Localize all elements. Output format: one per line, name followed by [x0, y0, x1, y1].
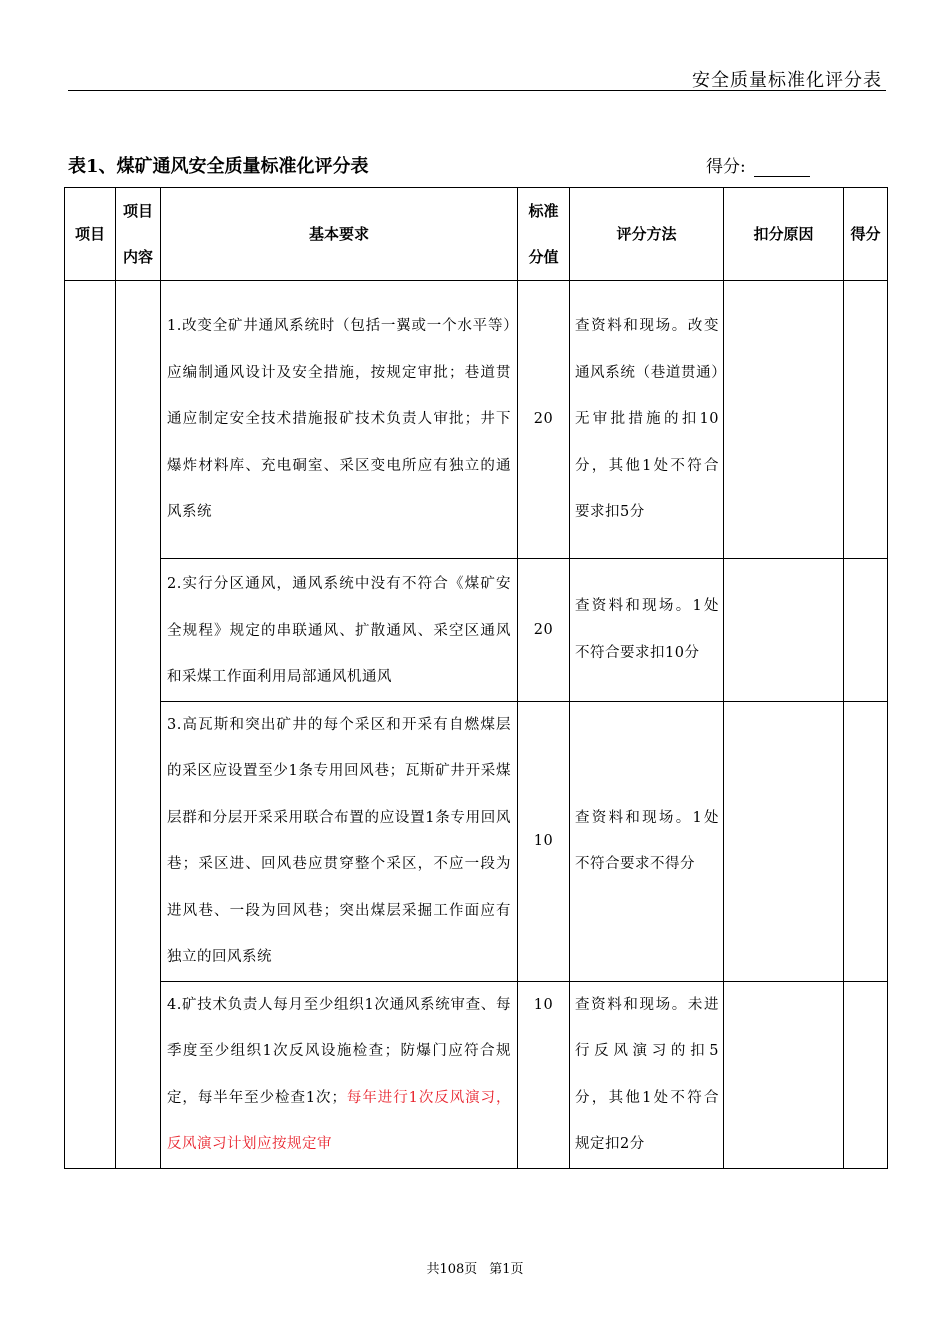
- item-content-cell: [116, 281, 161, 1169]
- method-cell: 查资料和现场。改变通风系统（巷道贯通）无审批措施的扣10分，其他1处不符合要求扣5分: [570, 281, 724, 559]
- requirement-text: 4.矿技术负责人每月至少组织1次通风系统审查、每季度至少组织1次反风设施检查；防爆门应符合规定，每半年至少检查1次；: [167, 996, 511, 1106]
- method-cell: 查资料和现场。未进行反风演习的扣5分，其他1处不符合规定扣2分: [570, 981, 724, 1168]
- score-cell: [844, 281, 888, 559]
- requirement-text-highlight: 每年进行1次反风演习，反风演习计划应按规定审: [167, 1089, 511, 1152]
- score-cell: [844, 701, 888, 981]
- col-header-content: [116, 188, 161, 281]
- col-header-method: 评分方法: [570, 188, 724, 281]
- requirement-cell: 1.改变全矿井通风系统时（包括一翼或一个水平等）应编制通风设计及安全措施，按规定审批；巷道贯通应制定安全技术措施报矿技术负责人审批；井下爆炸材料库、充电硐室、采区变电所应有独立的通风系统: [161, 281, 518, 559]
- score-label: 得分:: [706, 157, 746, 177]
- reason-cell: [724, 281, 844, 559]
- col-header-points-line2: 分值: [528, 247, 559, 266]
- col-header-score: 得分: [844, 188, 888, 281]
- total-score: [706, 152, 810, 177]
- item-cell: [65, 281, 116, 1169]
- col-header-points-line1: 标准: [528, 201, 559, 220]
- method-cell: 查资料和现场。1处不符合要求不得分: [570, 701, 724, 981]
- table-row: [65, 559, 888, 702]
- page-title: 表1、煤矿通风安全质量标准化评分表: [68, 156, 369, 177]
- table-row: [65, 701, 888, 981]
- points-cell: 20: [518, 559, 570, 702]
- col-header-requirement: 基本要求: [161, 188, 518, 281]
- reason-cell: [724, 559, 844, 702]
- running-header: 安全质量标准化评分表: [692, 70, 882, 91]
- col-header-content-line1: 项目: [122, 201, 153, 220]
- score-cell: [844, 981, 888, 1168]
- col-header-reason: 扣分原因: [724, 188, 844, 281]
- points-cell: 10: [518, 701, 570, 981]
- table-row: [65, 281, 888, 559]
- header-row: [65, 188, 888, 281]
- requirement-cell: [161, 981, 518, 1168]
- current-page: 第1页: [489, 1262, 524, 1277]
- col-header-item: 项目: [65, 188, 116, 281]
- requirement-cell: 3.高瓦斯和突出矿井的每个采区和开采有自燃煤层的采区应设置至少1条专用回风巷；瓦斯矿井开采煤层群和分层开采采用联合布置的应设置1条专用回风巷；采区进、回风巷应贯穿整个采区，不应一段为进风巷、一段为回风巷；突出煤层采掘工作面应有独立的回风系统: [161, 701, 518, 981]
- scoring-table: [64, 187, 888, 1169]
- points-cell: 20: [518, 281, 570, 559]
- reason-cell: [724, 701, 844, 981]
- requirement-cell: 2.实行分区通风，通风系统中没有不符合《煤矿安全规程》规定的串联通风、扩散通风、采空区通风和采煤工作面利用局部通风机通风: [161, 559, 518, 702]
- col-header-content-line2: 内容: [122, 247, 153, 266]
- score-blank: [754, 158, 810, 177]
- table-row: [65, 981, 888, 1168]
- total-pages: 共108页: [426, 1262, 478, 1277]
- reason-cell: [724, 981, 844, 1168]
- points-cell: 10: [518, 981, 570, 1168]
- score-cell: [844, 559, 888, 702]
- col-header-points: [518, 188, 570, 281]
- method-cell: 查资料和现场。1处不符合要求扣10分: [570, 559, 724, 702]
- header-rule: [68, 90, 886, 91]
- page-footer: [0, 1258, 950, 1277]
